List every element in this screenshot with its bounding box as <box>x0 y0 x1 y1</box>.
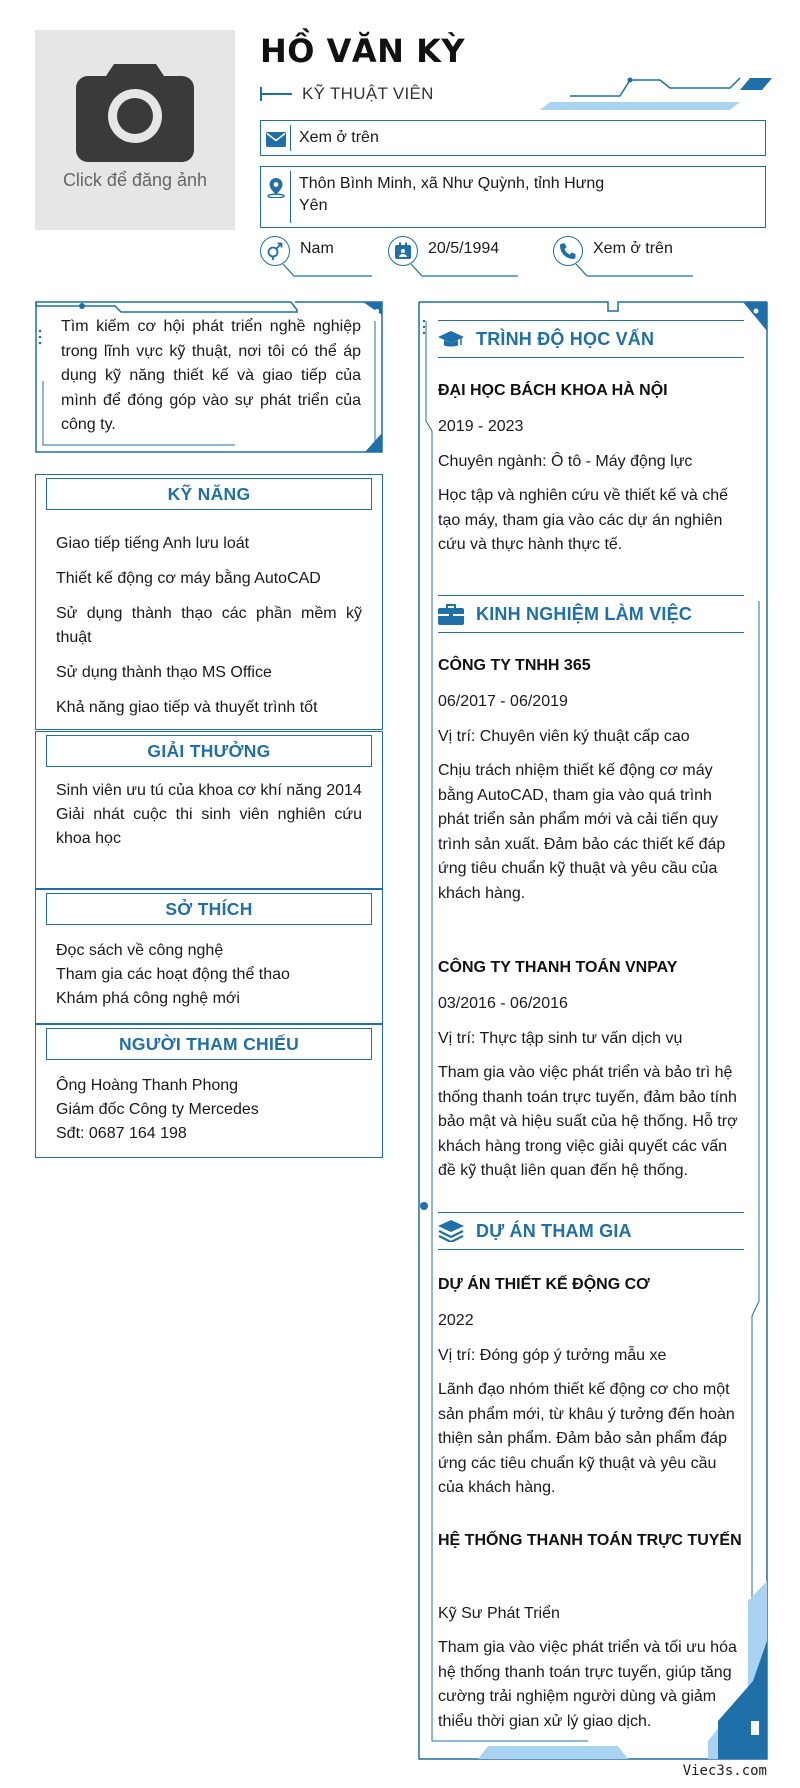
briefcase-icon <box>438 603 464 625</box>
title-marker <box>260 87 292 101</box>
phone-field <box>553 236 693 276</box>
job-description: Tham gia vào việc phát triển và bảo trì hệ thống thanh toán trực tuyến, đảm bảo tính bảo mật và hiệu suất của hệ thống. Hỗ trợ khách hàng trong việc giải quyết các vấn đề kỹ thuật liên quan đến hệ thống. <box>438 1064 738 1179</box>
hobby-item: Đọc sách về công nghệ <box>56 942 224 959</box>
education-description: Học tập và nghiên cứu về thiết kế và chế tạo máy, tham gia vào các dự án nghiên cứu và thực hành thực tế. <box>438 487 728 553</box>
education-title: TRÌNH ĐỘ HỌC VẤN <box>476 328 655 349</box>
skill-item: Sử dụng thành thạo MS Office <box>56 664 272 681</box>
school-name: ĐẠI HỌC BÁCH KHOA HÀ NỘI <box>438 382 668 399</box>
dob-value: 20/5/1994 <box>428 240 500 257</box>
job-description: Chịu trách nhiệm thiết kế động cơ máy bằng AutoCAD, tham gia vào quá trình phát triển sản phẩm mới và cải tiến quy trình sản xuất. Đảm bảo các thiết kế đáp ứng tiêu chuẩn kỹ thuật và yêu cầu của khách hàng. <box>438 762 726 902</box>
career-objective <box>35 301 383 453</box>
address-value: Thôn Bình Minh, xã Như Quỳnh, tỉnh Hưng Yên <box>299 175 605 214</box>
email-value: Xem ở trên <box>299 129 379 146</box>
job-title: KỸ THUẬT VIÊN <box>302 84 434 103</box>
references-section <box>35 1024 383 1158</box>
photo-upload[interactable] <box>35 30 235 230</box>
skill-item: Khả năng giao tiếp và thuyết trình tốt <box>56 699 318 716</box>
job-position: Vị trí: Thực tập sinh tư vấn dịch vụ <box>438 1029 683 1047</box>
candidate-name: HỒ VĂN KỲ <box>260 32 466 70</box>
hobby-item: Khám phá công nghệ mới <box>56 990 240 1007</box>
skills-section <box>35 474 383 730</box>
experience-heading <box>438 595 744 633</box>
references-heading: NGƯỜI THAM CHIẾU <box>46 1028 372 1060</box>
hobbies-heading: SỞ THÍCH <box>46 893 372 925</box>
experience-entry <box>438 957 744 1184</box>
map-pin-icon <box>267 178 285 198</box>
graduation-cap-icon <box>438 329 464 349</box>
project-name: HỆ THỐNG THANH TOÁN TRỰC TUYẾN <box>438 1532 742 1549</box>
gender-field <box>260 236 370 276</box>
job-period: 03/2016 - 06/2016 <box>438 995 568 1012</box>
experience-title: KINH NGHIỆM LÀM VIỆC <box>476 603 693 624</box>
education-period: 2019 - 2023 <box>438 418 524 435</box>
project-role: Vị trí: Đóng góp ý tưởng mẫu xe <box>438 1346 667 1364</box>
hobby-item: Tham gia các hoạt động thể thao <box>56 966 290 983</box>
skills-heading: KỸ NĂNG <box>46 478 372 510</box>
education-heading <box>438 320 744 358</box>
experience-entry <box>438 655 744 906</box>
phone-value: Xem ở trên <box>593 240 673 257</box>
header-decoration <box>540 74 772 114</box>
project-description: Lãnh đạo nhóm thiết kế động cơ cho một sản phẩm mới, từ khâu ý tưởng đến hoàn thiện sản phẩm. Đảm bảo sản phẩm đáp ứng các tiêu chuẩn kỹ thuật và yêu cầu của khách hàng. <box>438 1381 735 1496</box>
awards-heading: GIẢI THƯỞNG <box>46 735 372 767</box>
envelope-icon <box>266 132 286 147</box>
reference-item: Giám đốc Công ty Mercedes <box>56 1101 259 1118</box>
layers-icon <box>438 1220 464 1242</box>
education-entry <box>438 380 744 558</box>
watermark: Viec3s.com <box>682 1763 767 1779</box>
phone-icon <box>559 242 577 260</box>
project-entry <box>438 1530 744 1734</box>
address-box <box>260 166 766 228</box>
award-item: Giải nhát cuộc thi sinh viên nghiên cứu khoa học <box>56 806 362 847</box>
projects-heading <box>438 1212 744 1250</box>
gender-icon <box>266 242 284 260</box>
reference-item: Sđt: 0687 164 198 <box>56 1125 187 1142</box>
job-period: 06/2017 - 06/2019 <box>438 693 568 710</box>
projects-title: DỰ ÁN THAM GIA <box>476 1220 632 1241</box>
project-description: Tham gia vào việc phát triển và tối ưu hóa hệ thống thanh toán trực tuyến, giúp tăng cường trải nghiệm người dùng và giảm thiểu thời gian xử lý giao dịch. <box>438 1639 737 1730</box>
skill-item: Thiết kế động cơ máy bằng AutoCAD <box>56 570 321 587</box>
project-role: Kỹ Sư Phát Triển <box>438 1604 560 1622</box>
dob-field <box>388 236 518 276</box>
project-name: DỰ ÁN THIẾT KẾ ĐỘNG CƠ <box>438 1276 650 1293</box>
awards-section <box>35 731 383 889</box>
email-box <box>260 120 766 156</box>
job-title-row <box>260 82 434 106</box>
objective-text: Tìm kiếm cơ hội phát triển nghề nghiệp trong lĩnh vực kỹ thuật, nơi tôi có thể áp dụng kỹ năng thiết kế và giao tiếp của mình để đóng góp vào sự phát triển của công ty. <box>61 318 361 433</box>
project-period <box>438 1565 744 1590</box>
hobbies-section <box>35 889 383 1024</box>
company-name: CÔNG TY THANH TOÁN VNPAY <box>438 959 678 976</box>
skill-item: Sử dụng thành thạo các phần mềm kỹ thuật <box>56 605 362 646</box>
award-item: Sinh viên ưu tú của khoa cơ khí năng 2014 <box>56 782 362 799</box>
skill-item: Giao tiếp tiếng Anh lưu loát <box>56 535 250 552</box>
gender-value: Nam <box>300 240 334 257</box>
education-major: Chuyên ngành: Ô tô - Máy động lực <box>438 452 693 470</box>
project-period: 2022 <box>438 1312 474 1329</box>
company-name: CÔNG TY TNHH 365 <box>438 657 591 674</box>
camera-icon <box>76 60 194 162</box>
project-entry <box>438 1274 744 1501</box>
reference-item: Ông Hoàng Thanh Phong <box>56 1077 239 1094</box>
job-position: Vị trí: Chuyên viên ký thuật cấp cao <box>438 727 690 745</box>
calendar-id-icon <box>394 242 412 260</box>
photo-upload-label: Click để đăng ảnh <box>62 170 208 190</box>
